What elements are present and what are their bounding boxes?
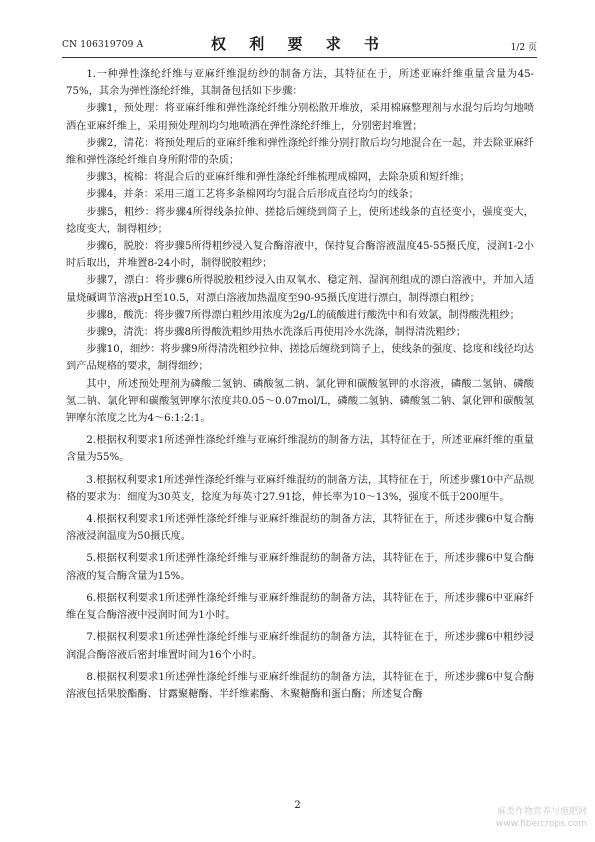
page-header [62,33,537,55]
claim-1-step-8: 步骤8，酸洗：将步骤7所得漂白粗纱用浓度为2g/L的硫酸进行酸洗中和有效氯，制得酸洗粗纱； [86,309,520,321]
claim-3: 3.根据权利要求1所述弹性涤纶纤维与亚麻纤维混纺的制备方法，其特征在于，所述步骤10中产品规格的要求为：细度为30英支，捻度为每英寸27.91捻，伸长率为10～13%，强度不低于200厘牛。 [66,474,534,503]
claim-1-step-9: 步骤9，清洗：将步骤8所得酸洗粗纱用热水洗涤后再使用冷水洗涤，制得清洗粗纱； [86,327,467,339]
claim-6: 6.根据权利要求1所述弹性涤纶纤维与亚麻纤维混纺的制备方法，其特征在于，所述步骤6中亚麻纤维在复合酶溶液中浸润时间为1小时。 [66,592,534,622]
claim-1-step-4: 步骤4，并条：采用三道工艺将多条棉网均匀混合后形成直径均匀的线条； [86,189,419,201]
claims-body [66,66,534,703]
claim-7: 7.根据权利要求1所述弹性涤纶纤维与亚麻纤维混纺的制备方法，其特征在于，所述步骤6中粗纱浸润混合酶溶液后密封堆置时间为16个小时。 [66,632,534,661]
page-number: 2 [294,800,301,811]
claim-1-step-2: 步骤2，清花：将预处理后的亚麻纤维和弹性涤纶纤维分别打散后均匀地混合在一起，并去除亚麻纤维和弹性涤纶纤维自身所附带的杂质； [66,137,534,167]
claim-5: 5.根据权利要求1所述弹性涤纶纤维与亚麻纤维混纺的制备方法，其特征在于，所述步骤6中复合酶溶液的复合酶含量为15%。 [66,553,534,582]
claim-8: 8.根据权利要求1所述弹性涤纶纤维与亚麻纤维混纺的制备方法，其特征在于，所述步骤6中复合酶溶液包括果胶酯酶、甘露聚糖酶、半纤维素酶、木聚糖酶和蛋白酶；所述复合酶 [66,671,534,700]
claim-4: 4.根据权利要求1所述弹性涤纶纤维与亚麻纤维混纺的制备方法，其特征在于，所述步骤6中复合酶溶液浸润温度为50摄氏度。 [66,514,534,543]
page-indicator: 1/2 页 [510,43,537,53]
claim-1-step-1: 步骤1，预处理：将亚麻纤维和弹性涤纶纤维分别松散开堆放，采用棉麻整理剂与水混匀后均匀地喷洒在亚麻纤维上，采用预处理剂均匀地喷洒在弹性涤纶纤维上，分别密封堆置； [66,103,534,132]
claim-1-step-5: 步骤5，粗纱：将步骤4所得线条拉伸、搓捻后缠绕到筒子上，使所述线条的直径变小，强度变大，捻度变大，制得粗纱； [66,206,534,235]
claim-1-step-6: 步骤6，脱胶：将步骤5所得粗纱浸入复合酶溶液中，保持复合酶溶液温度45-55摄氏度，浸润1-2小时后取出，并堆置8-24小时，制得脱胶粗纱； [66,241,534,270]
claim-1-pretreatment-agent: 其中，所述预处理剂为磷酸二氢钠、磷酸氢二钠、氯化钾和碳酸氢钾的水溶液，磷酸二氢钠、磷酸氢二钠、氯化钾和碳酸氢钾摩尔浓度共0.05～0.07mol/L，磷酸二氢钠、磷酸氢二钠、氯化钾和碳酸氢钾摩尔浓度之比为4～6:1:2:1。 [66,378,534,425]
site-watermark [496,806,587,830]
watermark-site-name: 麻类作物营养与施肥网 [496,807,587,817]
claim-1-step-10: 步骤10，细纱：将步骤9所得清洗粗纱拉伸、搓捻后缠绕到筒子上，使线条的强度、捻度和线径均达到产品规格的要求，制得细纱； [66,344,534,373]
claim-1-step-3: 步骤3，梳棉：将混合后的亚麻纤维和弹性涤纶纤维梳理成棉网，去除杂质和短纤维； [86,172,470,184]
claim-1-preamble: 1.一种弹性涤纶纤维与亚麻纤维混纺纱的制备方法，其特征在于，所述亚麻纤维重量含量为45-75%，其余为弹性涤纶纤维，其制备包括如下步骤： [66,69,534,98]
document-title: 权 利 要 求 书 [211,35,388,53]
watermark-site-url: www.fibercrops.com [496,819,587,829]
patent-number: CN 106319709 A [62,40,144,50]
header-divider [62,57,537,58]
claim-1-step-7: 步骤7，漂白：将步骤6所得脱胶粗纱浸入由双氧水、稳定剂、湿润剂组成的漂白溶液中，并加入适量烧碱调节溶液pH至10.5，对漂白溶液加热温度至90-95摄氏度进行漂白，制得漂白粗纱； [66,275,534,304]
claim-2: 2.根据权利要求1所述弹性涤纶纤维与亚麻纤维混纺的制备方法，其特征在于，所述亚麻纤维的重量含量为55%。 [66,435,534,464]
